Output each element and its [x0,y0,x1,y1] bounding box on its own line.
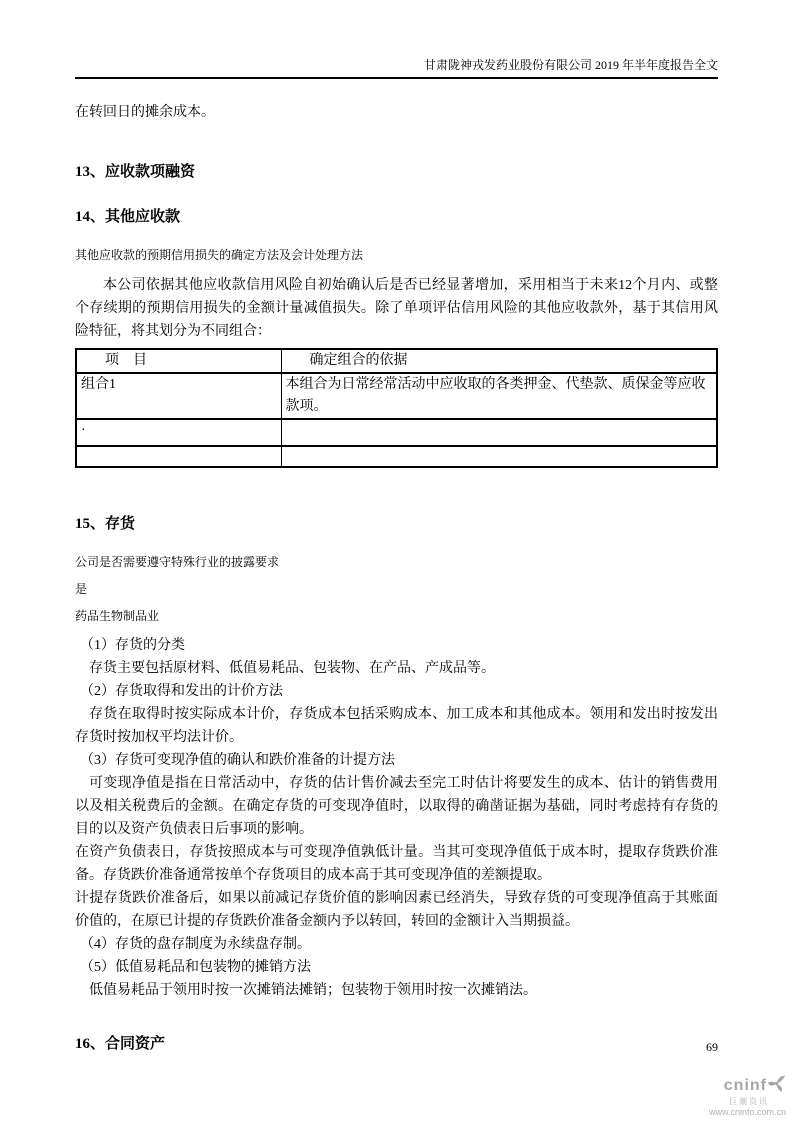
list-item: （5）低值易耗品和包装物的摊销方法 [80,960,311,975]
table-header-basis: 确定组合的依据 [281,349,717,373]
section-15-heading: 15、存货 [75,516,136,532]
list-item: 存货主要包括原材料、低值易耗品、包装物、在产品、产成品等。 [89,661,495,676]
list-item: （3）存货可变现净值的确认和跌价准备的计提方法 [80,753,395,768]
list-item: 存货在取得时按实际成本计价，存货成本包括采购成本、加工成本和其他成本。领用和发出时按发出存货时按加权平均法计价。 [75,707,718,745]
list-item: 在资产负债表日，存货按照成本与可变现净值孰低计量。当其可变现净值低于成本时，提取存货跌价准备。存货跌价准备通常按单个存货项目的成本高于其可变现净值的差额提取。 [75,845,718,883]
section-13-heading: 13、应收款项融资 [75,164,196,180]
section-15-answer: 是 [75,582,88,596]
table-cell-combo-name: · [76,419,281,446]
cninfo-swirl-icon [767,1074,786,1097]
list-item: （4）存货的盘存制度为永续盘存制。 [80,937,311,952]
table-row [76,446,717,467]
section-15-industry: 药品生物制品业 [75,609,160,623]
section-14-paragraph: 本公司依据其他应收款信用风险自初始确认后是否已经显著增加，采用相当于未来12个月内、或整个存续期的预期信用损失的金额计量减值损失。除了单项评估信用风险的其他应收款外，基于其信用风险特征，将其划分为不同组合： [75,278,718,339]
table-header-item: 项 目 [76,349,281,373]
cninfo-subtext: 巨潮资讯 [729,1097,769,1106]
list-item: （1）存货的分类 [80,638,185,653]
report-title: 甘肃陇神戎发药业股份有限公司 2019 年半年度报告全文 [423,58,718,72]
page-header [75,0,718,79]
table-cell-combo-basis [281,446,717,467]
table-header-row [76,349,717,373]
table-cell-combo-basis [281,419,717,446]
cninfo-logo-row [676,1074,786,1097]
cninfo-wordmark: cninf [723,1076,767,1094]
table-row [76,373,717,419]
table-cell-combo-basis: 本组合为日常经常活动中应收取的各类押金、代垫款、质保金等应收款项。 [281,373,717,419]
table-cell-combo-name: 组合1 [76,373,281,419]
table-row [76,419,717,446]
section-15-note: 公司是否需要遵守特殊行业的披露要求 [75,555,280,569]
list-item: 计提存货跌价准备后，如果以前减记存货价值的影响因素已经消失，导致存货的可变现净值高于其账面价值的，在原已计提的存货跌价准备金额内予以转回，转回的金额计入当期损益。 [75,891,718,929]
list-item: 低值易耗品于领用时按一次摊销法摊销；包装物于领用时按一次摊销法。 [89,983,537,998]
cninfo-logo [676,1074,786,1117]
page-number: 69 [706,1040,718,1054]
list-item: 可变现净值是指在日常活动中，存货的估计售价减去至完工时估计将要发生的成本、估计的销售费用以及相关税费后的金额。在确定存货的可变现净值时，以取得的确凿证据为基础，同时考虑持有存货的目的以及资产负债表日后事项的影响。 [75,776,718,837]
credit-risk-combo-table [75,348,718,468]
section-14-heading: 14、其他应收款 [75,209,181,225]
inventory-policy-list [75,634,718,1002]
intro-paragraph: 在转回日的摊余成本。 [75,105,215,120]
cninfo-url: www.cninfo.com.cn [708,1107,786,1117]
section-16-heading: 16、合同资产 [75,1036,166,1052]
table-cell-combo-name [76,446,281,467]
page-content [75,101,718,1053]
list-item: （2）存货取得和发出的计价方法 [80,684,283,699]
section-14-note: 其他应收款的预期信用损失的确定方法及会计处理方法 [75,248,364,262]
